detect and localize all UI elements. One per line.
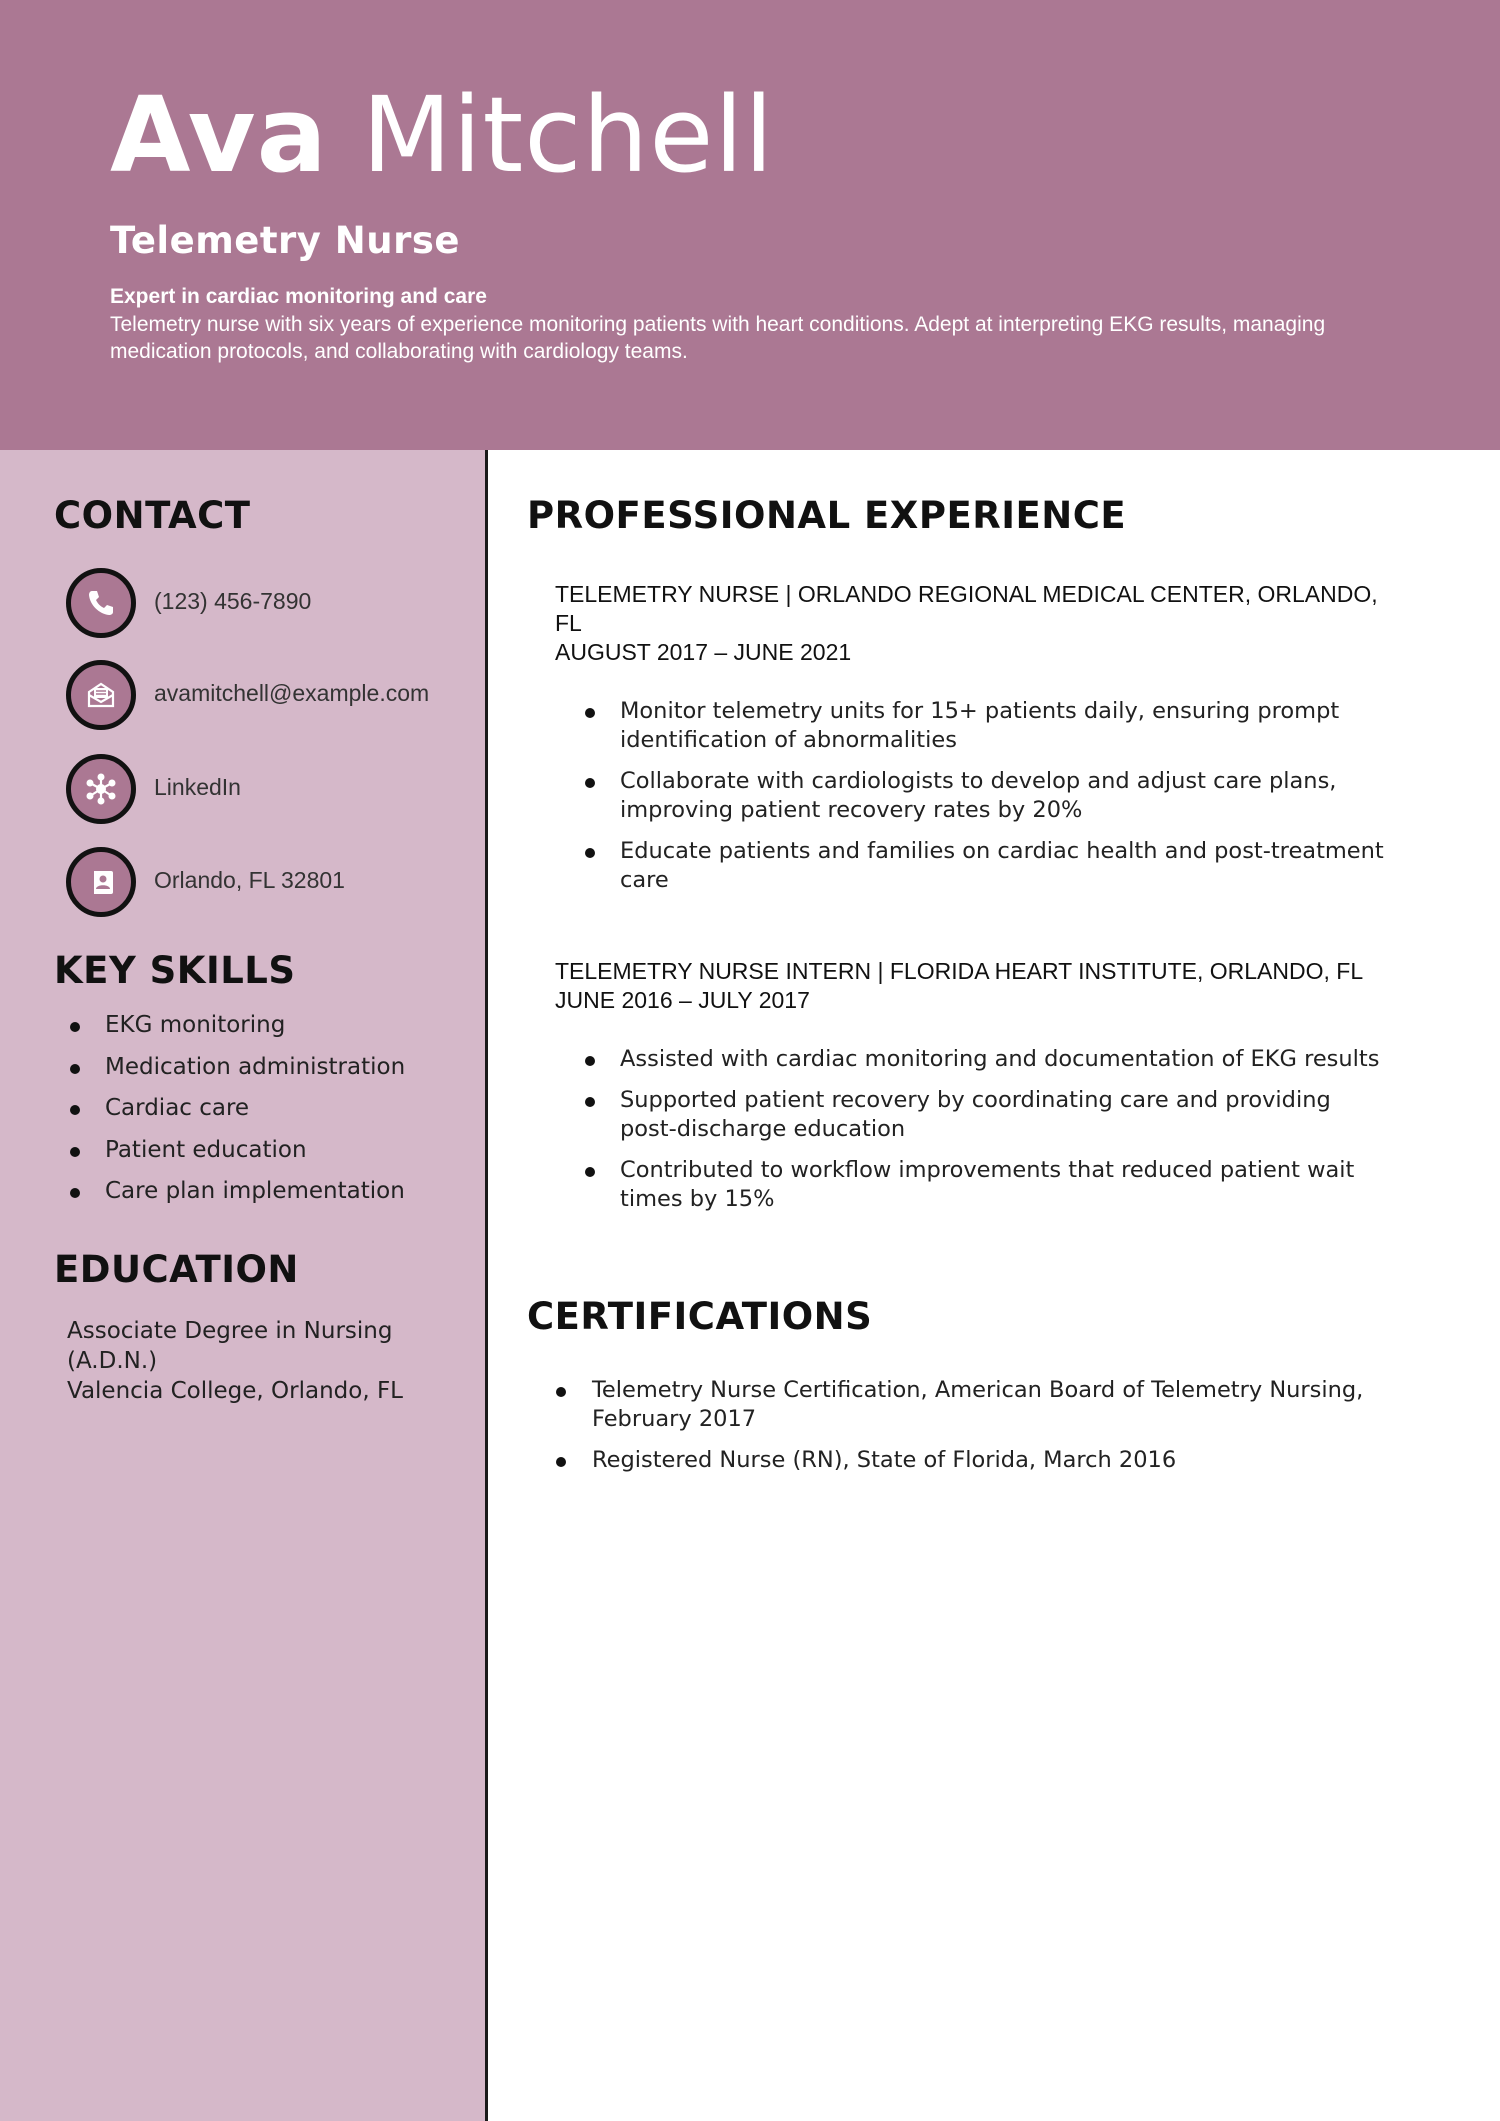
- degree-line-1: Associate Degree in Nursing: [67, 1318, 393, 1344]
- network-icon: [66, 754, 136, 824]
- contact-email: [66, 660, 466, 730]
- job-bullet: Contributed to workflow improvements that reduced patient wait times by 15%: [620, 1156, 1385, 1214]
- email-icon: [66, 660, 136, 730]
- address-book-icon: [66, 847, 136, 917]
- certifications-list: [592, 1376, 1392, 1487]
- phone-text[interactable]: (123) 456-7890: [154, 588, 312, 614]
- degree-line-2: (A.D.N.): [67, 1348, 158, 1374]
- job-dates: JUNE 2016 – JULY 2017: [555, 987, 810, 1013]
- skill-item: Care plan implementation: [66, 1178, 405, 1220]
- skills-list: [66, 1012, 405, 1220]
- skill-item: Medication administration: [66, 1054, 405, 1096]
- job-role-org: TELEMETRY NURSE INTERN | FLORIDA HEART INSTITUTE, ORLANDO, FL: [555, 958, 1364, 984]
- job-entry-2: [555, 957, 1385, 1226]
- certification-item: Telemetry Nurse Certification, American Board of Telemetry Nursing, February 2017: [592, 1376, 1392, 1434]
- school: Valencia College, Orlando, FL: [67, 1378, 403, 1404]
- certification-item: Registered Nurse (RN), State of Florida, March 2016: [592, 1446, 1392, 1475]
- job-bullet: Monitor telemetry units for 15+ patients daily, ensuring prompt identification of abnormalities: [620, 697, 1385, 755]
- job-title: Telemetry Nurse: [110, 219, 460, 262]
- skill-item: Patient education: [66, 1137, 405, 1179]
- skill-item: Cardiac care: [66, 1095, 405, 1137]
- phone-icon: [66, 568, 136, 638]
- contact-linkedin: [66, 754, 466, 824]
- job-bullet: Supported patient recovery by coordinating care and providing post-discharge education: [620, 1086, 1385, 1144]
- candidate-name: [110, 74, 775, 196]
- contact-heading: CONTACT: [54, 494, 251, 537]
- job-bullet: Educate patients and families on cardiac health and post-treatment care: [620, 838, 1384, 893]
- certifications-heading: CERTIFICATIONS: [527, 1295, 873, 1338]
- header-banner: [0, 0, 1500, 450]
- last-name: Mitchell: [361, 74, 775, 196]
- job-dates: AUGUST 2017 – JUNE 2021: [555, 639, 852, 665]
- job-bullets: [555, 697, 1385, 895]
- job-bullet: Assisted with cardiac monitoring and documentation of EKG results: [620, 1045, 1385, 1074]
- contact-phone: [66, 568, 466, 638]
- first-name: Ava: [110, 74, 328, 196]
- job-entry-1: [555, 580, 1385, 907]
- linkedin-text[interactable]: LinkedIn: [154, 774, 241, 800]
- job-bullets: [555, 1045, 1385, 1214]
- skill-item: EKG monitoring: [66, 1012, 405, 1054]
- experience-heading: PROFESSIONAL EXPERIENCE: [527, 494, 1127, 537]
- education-entry: [67, 1316, 467, 1406]
- email-text[interactable]: avamitchell@example.com: [154, 680, 430, 706]
- job-role-org: TELEMETRY NURSE | ORLANDO REGIONAL MEDICAL CENTER, ORLANDO, FL: [555, 581, 1378, 636]
- job-bullet: Collaborate with cardiologists to develop and adjust care plans, improving patient recovery rates by 20%: [620, 767, 1385, 825]
- tagline: Expert in cardiac monitoring and care: [110, 285, 487, 308]
- address-text: Orlando, FL 32801: [154, 867, 345, 893]
- skills-heading: KEY SKILLS: [54, 949, 296, 992]
- summary: Telemetry nurse with six years of experience monitoring patients with heart conditions. Adept at interpreting EKG results, managing medication protocols, and collaborating with cardiology teams.: [110, 313, 1326, 363]
- contact-address: [66, 847, 466, 917]
- education-heading: EDUCATION: [54, 1248, 299, 1291]
